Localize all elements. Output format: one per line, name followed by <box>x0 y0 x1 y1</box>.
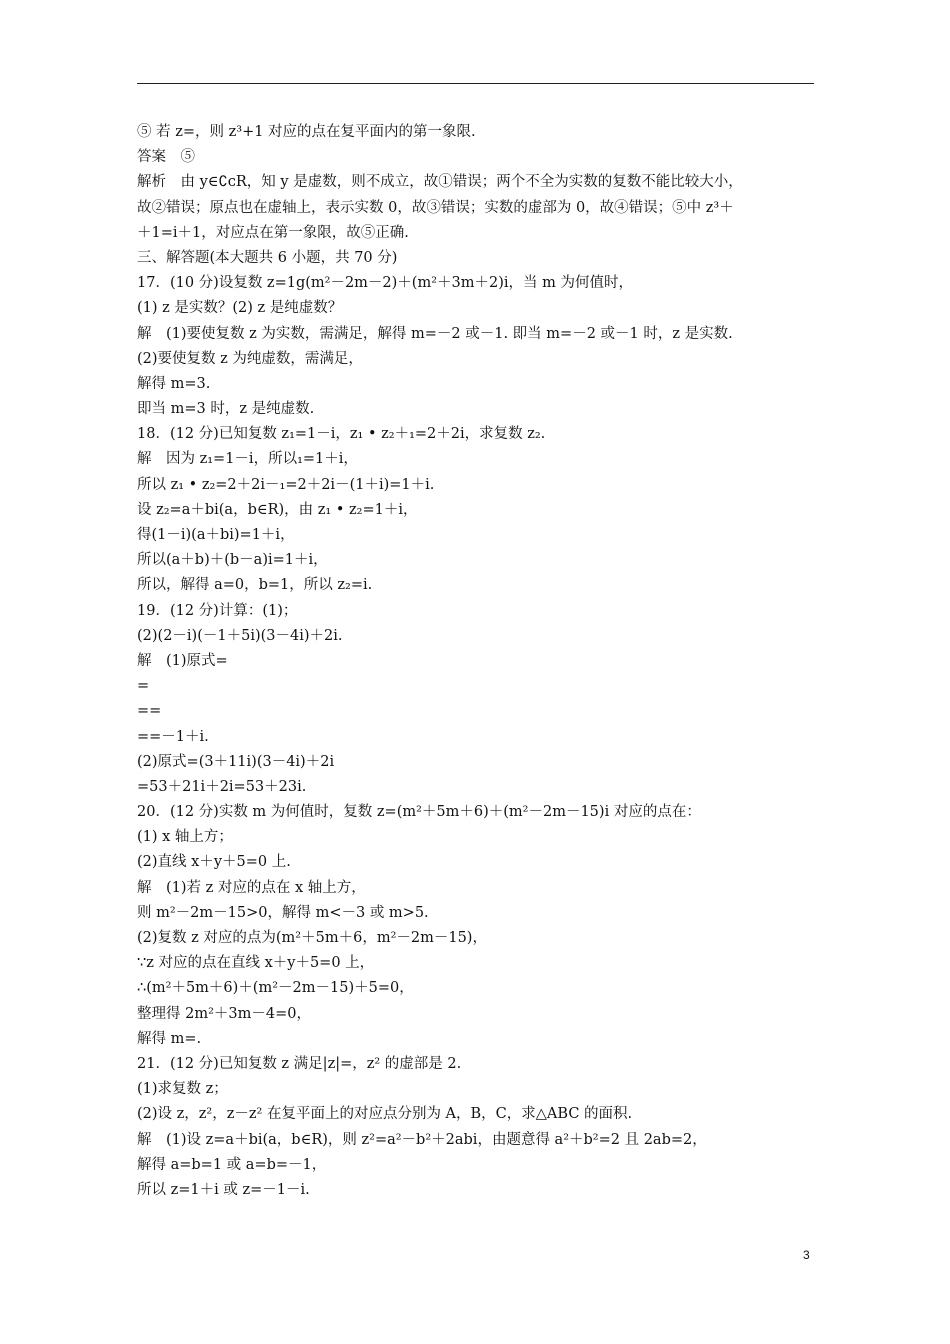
header-rule <box>137 83 814 84</box>
text-line: 所以 z₁ • z₂=2＋2i－₁=2＋2i－(1＋i)=1＋i. <box>137 476 435 493</box>
text-line: (2)(2－i)(－1＋5i)(3－4i)＋2i. <box>137 627 343 644</box>
text-line: =53＋21i＋2i=53＋23i. <box>137 778 307 795</box>
text-line: 整理得 2m²＋3m－4=0， <box>137 1005 311 1022</box>
text-line: 所以，解得 a=0，b=1，所以 z₂=i. <box>137 577 373 594</box>
text-line: 则 m²－2m－15>0，解得 m<－3 或 m>5. <box>137 904 429 921</box>
text-line: 解 (1)设 z=a＋bi(a，b∈R)，则 z²=a²－b²＋2abi，由题意得 a²＋b²=2 且 2ab=2， <box>137 1131 707 1148</box>
text-line: = <box>137 678 150 695</box>
text-line: 所以 z=1＋i 或 z=－1－i. <box>137 1181 310 1198</box>
question-18: 18．(12 分)已知复数 z₁=1－i，z₁ • z₂＋₁=2＋2i，求复数 z₂. <box>137 426 546 443</box>
text-line: 即当 m=3 时，z 是纯虚数. <box>137 401 315 418</box>
text-line: 设 z₂=a＋bi(a，b∈R)，由 z₁ • z₂=1＋i， <box>137 501 418 518</box>
question-17: 17．(10 分)设复数 z=1g(m²－2m－2)＋(m²＋3m＋2)i，当 m 为何值时， <box>137 275 633 292</box>
page-number: 3 <box>803 1248 810 1262</box>
text-line: (1) z 是实数？(2) z 是纯虚数？ <box>137 300 343 317</box>
text-line: (2)要使复数 z 为纯虚数，需满足， <box>137 350 363 367</box>
section-heading: 三、解答题(本大题共 6 小题，共 70 分) <box>137 249 398 266</box>
text-line: 解得 m=3. <box>137 375 211 392</box>
question-20: 20．(12 分)实数 m 为何值时，复数 z=(m²＋5m＋6)＋(m²－2m－15)i 对应的点在： <box>137 804 701 821</box>
text-line: (2)直线 x＋y＋5=0 上. <box>137 854 291 871</box>
page-body <box>137 120 827 1203</box>
text-line: ==－1＋i. <box>137 728 209 745</box>
text-line: 解 (1)若 z 对应的点在 x 轴上方， <box>137 879 366 896</box>
text-line: ⑤ 若 z=，则 z³+1 对应的点在复平面内的第一象限. <box>137 124 476 140</box>
text-line: ∵z 对应的点在直线 x＋y＋5=0 上， <box>137 955 375 972</box>
text-line: 答案 ⑤ <box>137 149 195 166</box>
question-19: 19．(12 分)计算：(1)； <box>137 602 298 619</box>
text-line: (2)原式=(3＋11i)(3－4i)＋2i <box>137 753 335 770</box>
text-line: (2)设 z，z²，z－z² 在复平面上的对应点分别为 A，B，C，求△ABC 的面积. <box>137 1106 633 1123</box>
text-line: (2)复数 z 对应的点为(m²＋5m＋6，m²－2m－15)， <box>137 930 487 946</box>
text-line: == <box>137 703 162 720</box>
text-line: 解 (1)原式= <box>137 652 228 669</box>
text-line: 故②错误；原点也在虚轴上，表示实数 0，故③错误；实数的虚部为 0，故④错误；⑤中 z³＋ <box>137 199 734 216</box>
question-21: 21．(12 分)已知复数 z 满足|z|=，z² 的虚部是 2. <box>137 1055 462 1072</box>
text-line: (1) x 轴上方； <box>137 829 233 846</box>
text-line: 得(1－i)(a＋bi)=1＋i， <box>137 527 295 543</box>
text-line: ＋1=i＋1，对应点在第一象限，故⑤正确. <box>137 224 409 241</box>
text-line: 解得 a=b=1 或 a=b=－1， <box>137 1156 327 1173</box>
text-line: 解析 由 y∈∁ᴄR，知 y 是虚数，则不成立，故①错误；两个不全为实数的复数不能比较大小， <box>137 174 743 191</box>
text-line: 解得 m=. <box>137 1030 202 1047</box>
text-line: (1)求复数 z； <box>137 1081 228 1098</box>
text-line: 解 因为 z₁=1－i，所以₁=1＋i， <box>137 451 358 468</box>
text-line: ∴(m²＋5m＋6)＋(m²－2m－15)＋5=0， <box>137 980 414 997</box>
text-line: 所以(a＋b)＋(b－a)i=1＋i， <box>137 552 328 569</box>
text-line: 解 (1)要使复数 z 为实数，需满足，解得 m=－2 或－1. 即当 m=－2 或－1 时，z 是实数. <box>137 325 733 342</box>
